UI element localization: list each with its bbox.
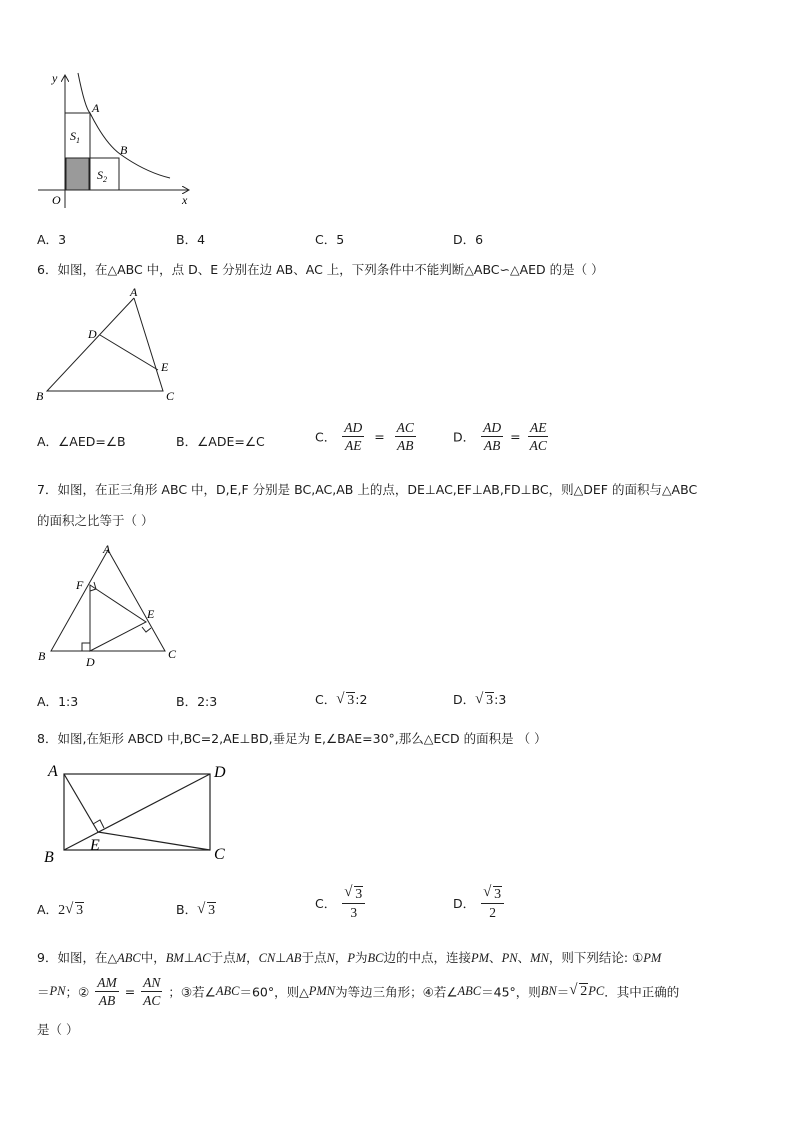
segment-ae: [64, 774, 98, 832]
q6-option-b[interactable]: B．∠ADE=∠C: [176, 434, 265, 449]
label-s2: $S_2$: [97, 168, 107, 184]
sqrt-symbol: √ 3: [336, 691, 355, 708]
q5-option-a[interactable]: A．3: [37, 232, 67, 247]
q6-option-d[interactable]: D． $\frac{AD}{AB}$ = $\frac{AE}{AC}$: [453, 420, 547, 453]
right-angle-d: [82, 643, 90, 651]
fraction: $\frac{AD}{AE}$: [344, 420, 363, 453]
label-e: E: [161, 360, 169, 374]
q7-option-a[interactable]: A．1:3: [37, 694, 79, 709]
sqrt-symbol: √ 3: [65, 901, 84, 918]
label-c: C: [168, 647, 177, 661]
segment-de: [100, 335, 158, 370]
q5-option-d[interactable]: D．6: [453, 232, 484, 247]
fraction: $\frac{AN}{AC}$: [143, 975, 161, 1008]
triangle-abc: [47, 298, 163, 391]
label-d: D: [88, 327, 97, 341]
q8-stem: 8．如图,在矩形 ABCD 中,BC=2,AE⊥BD,垂足为 E,∠BAE=30°,那么△ECD 的面积是 （ ）: [37, 731, 547, 746]
label-e: E: [90, 837, 100, 854]
q7-stem-line2: 的面积之比等于（ ）: [37, 513, 154, 528]
q6-option-c[interactable]: C． $\frac{AD}{AE}$ = $\frac{AC}{AB}$: [315, 420, 414, 453]
fraction: √ 3 2: [481, 886, 504, 920]
q5-option-b[interactable]: B．4: [176, 232, 206, 247]
label-b: B: [38, 649, 46, 663]
rect-s2: [90, 158, 119, 190]
hyperbola-curve: [78, 73, 170, 178]
q8-option-b[interactable]: B． √ 3: [176, 901, 216, 918]
label-s1: $S_1$: [70, 129, 80, 145]
label-b: B: [44, 849, 54, 866]
sqrt-symbol: √ 3: [475, 691, 494, 708]
q5-figure: [30, 68, 200, 218]
q9-line3: 是（ ）: [37, 1022, 79, 1037]
triangle-def: [90, 585, 146, 651]
fraction: √ 3 3: [342, 886, 365, 920]
triangle-abc: [51, 550, 165, 651]
label-o: O: [52, 193, 61, 207]
q7-option-d[interactable]: D． √ 3:3: [453, 691, 507, 708]
sqrt-symbol: √ 3: [197, 901, 216, 918]
label-b: B: [120, 143, 128, 157]
q6-stem: 6．如图，在△ABC 中，点 D、E 分别在边 AB、AC 上，下列条件中不能判断△ABC∽△AED 的是（ ）: [37, 262, 604, 277]
q9-line1: 9．如图，在△ABC中，BM⊥AC于点M，CN⊥AB于点N，P为BC边的中点，连接PM、PN、MN，则下列结论: ①PM: [37, 950, 662, 965]
label-a: A: [92, 101, 100, 115]
segment-ec: [98, 832, 210, 850]
q7-stem-line1: 7．如图，在正三角形 ABC 中，D,E,F 分别是 BC,AC,AB 上的点，DE⊥AC,EF⊥AB,FD⊥BC，则△DEF 的面积与△ABC: [37, 482, 698, 497]
fraction: $\frac{AD}{AB}$: [483, 420, 502, 453]
label-a: A: [48, 763, 58, 780]
q8-option-d[interactable]: D． √ 3 2: [453, 886, 506, 920]
sqrt-symbol: √ 3: [483, 884, 502, 902]
q7-figure: [32, 540, 192, 670]
label-b: B: [36, 389, 44, 403]
sqrt-symbol: √ 2: [569, 981, 588, 999]
q6-figure: [30, 285, 190, 410]
q7-option-c[interactable]: C． √ 3:2: [315, 691, 368, 708]
label-x: x: [182, 193, 188, 207]
q8-option-a[interactable]: A．2 √ 3: [37, 901, 84, 918]
fraction: $\frac{AC}{AB}$: [396, 420, 414, 453]
sqrt-symbol: √ 3: [344, 884, 363, 902]
q8-figure: [38, 758, 238, 868]
label-a: A: [130, 285, 138, 299]
q7-option-b[interactable]: B．2:3: [176, 694, 218, 709]
q5-option-c[interactable]: C．5: [315, 232, 345, 247]
label-e: E: [147, 607, 155, 621]
fraction: $\frac{AE}{AC}$: [529, 420, 547, 453]
label-d: D: [86, 655, 95, 669]
shaded-rect: [66, 158, 89, 190]
fraction: $\frac{AM}{AB}$: [97, 975, 117, 1008]
right-angle-e: [142, 627, 151, 632]
label-c: C: [166, 389, 175, 403]
label-f: F: [76, 578, 84, 592]
label-d: D: [214, 764, 226, 781]
q6-option-a[interactable]: A．∠AED=∠B: [37, 434, 126, 449]
q8-option-c[interactable]: C． √ 3 3: [315, 886, 367, 920]
label-y: y: [52, 71, 58, 85]
label-c: C: [214, 846, 225, 863]
q9-line2: ＝PN；② $\frac{AM}{AB}$ = $\frac{AN}{AC}$ ；③若∠ABC＝60°，则△PMN为等边三角形；④若∠ABC＝45°，则BN＝ √ 2PC．其中正确的: [37, 975, 680, 1008]
label-a: A: [103, 542, 111, 556]
